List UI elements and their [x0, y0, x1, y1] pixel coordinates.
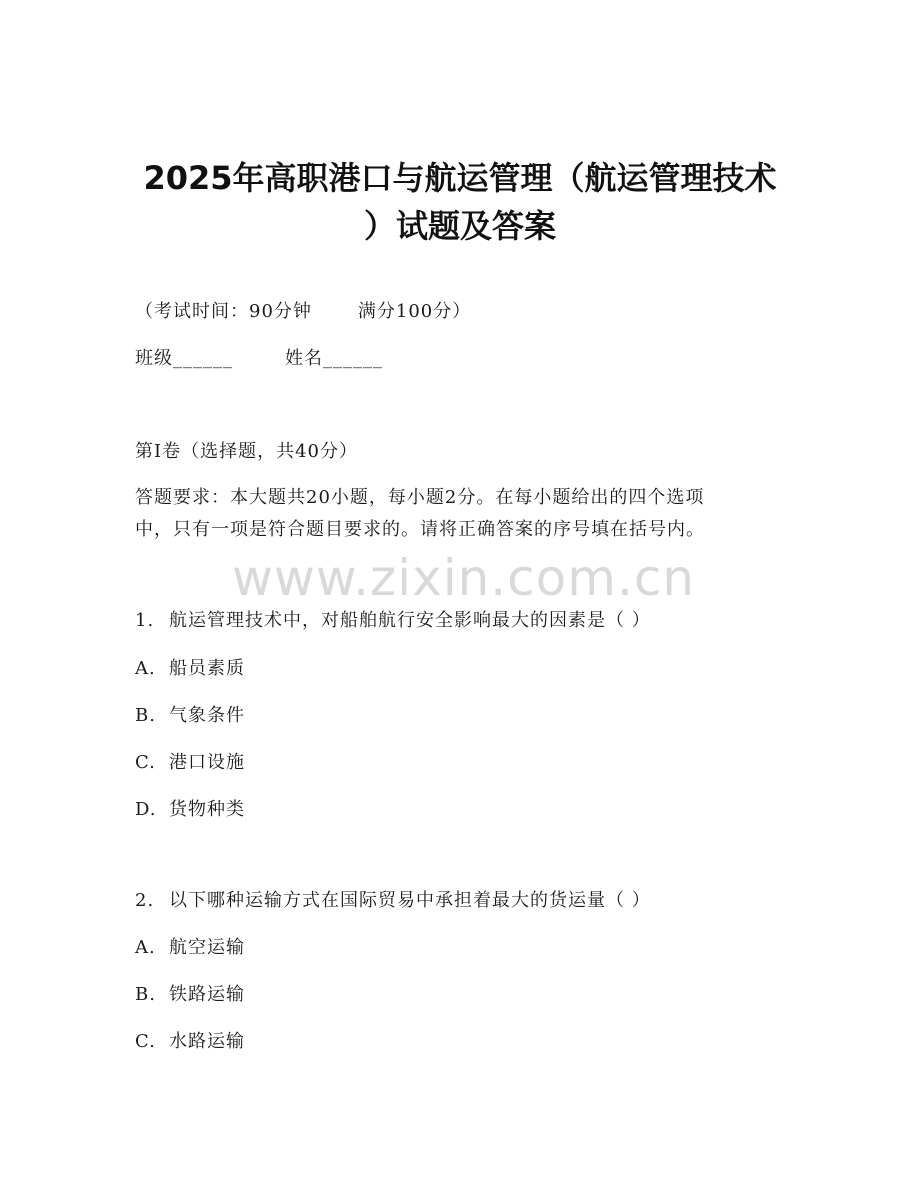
- option-text: 货物种类: [169, 799, 245, 820]
- student-fields: [135, 345, 383, 373]
- question-1-option-b: [135, 702, 245, 730]
- option-text: 港口设施: [169, 752, 245, 773]
- option-letter: A.: [135, 937, 156, 958]
- option-text: 铁路运输: [169, 984, 245, 1005]
- document-title-line-1: 2025年高职港口与航运管理（航运管理技术: [143, 159, 777, 197]
- question-1-option-c: [135, 749, 245, 777]
- option-letter: A.: [135, 658, 156, 679]
- question-1-option-a: [135, 655, 245, 683]
- question-number: 1.: [135, 610, 155, 631]
- instructions-line-1: 答题要求：本大题共20小题，每小题2分。在每小题给出的四个选项: [135, 487, 705, 508]
- question-2-option-a: [135, 934, 245, 962]
- exam-info: [135, 298, 471, 326]
- question-2-option-c: [135, 1028, 245, 1056]
- section-title: 第I卷（选择题，共40分）: [135, 441, 359, 462]
- option-letter: B.: [135, 705, 156, 726]
- instructions-line-2: 中，只有一项是符合题目要求的。请将正确答案的序号填在括号内。: [135, 519, 705, 540]
- option-text: 水路运输: [169, 1031, 245, 1052]
- option-letter: C.: [135, 1031, 156, 1052]
- class-field: 班级______: [135, 348, 233, 369]
- question-text: 以下哪种运输方式在国际贸易中承担着最大的货运量（ ）: [169, 890, 651, 911]
- name-field: 姓名______: [285, 348, 383, 369]
- option-text: 船员素质: [169, 658, 245, 679]
- question-2: [135, 887, 651, 915]
- option-letter: B.: [135, 984, 156, 1005]
- watermark: www.zixin.com.cn: [232, 549, 696, 607]
- option-text: 气象条件: [169, 705, 245, 726]
- document-title-line-2: ）试题及答案: [363, 207, 556, 245]
- question-number: 2.: [135, 890, 155, 911]
- question-text: 航运管理技术中，对船舶航行安全影响最大的因素是（ ）: [169, 610, 651, 631]
- question-2-option-b: [135, 981, 245, 1009]
- exam-score: 满分100分）: [357, 301, 472, 322]
- option-text: 航空运输: [169, 937, 245, 958]
- question-1-option-d: [135, 796, 245, 824]
- exam-time: （考试时间：90分钟: [135, 301, 312, 322]
- option-letter: C.: [135, 752, 156, 773]
- option-letter: D.: [135, 799, 157, 820]
- question-1: [135, 607, 651, 635]
